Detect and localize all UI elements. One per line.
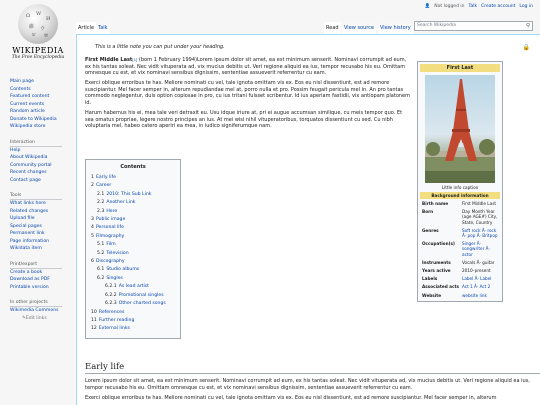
toc-link[interactable]: Television	[106, 250, 129, 256]
toc-number: 12	[91, 326, 97, 332]
toc-link[interactable]: Singles	[106, 275, 123, 281]
sidebar-heading-tools: Tools	[10, 192, 62, 200]
toc-number: 6.2.3	[105, 301, 117, 307]
subject-name: First Middle Last	[85, 57, 133, 63]
toc-item[interactable]	[91, 275, 175, 283]
toc-number: 2	[91, 183, 94, 189]
user-talk-link[interactable]: Talk	[468, 4, 478, 9]
toc-item[interactable]	[91, 241, 175, 249]
sidebar-item-wikipedia-store[interactable]: Wikipedia store	[10, 124, 46, 129]
toc-item[interactable]	[91, 208, 175, 216]
sidebar-item-permanent-link[interactable]: Permanent link	[10, 231, 45, 236]
reference-link[interactable]: [1]	[132, 58, 138, 62]
infobox-label: Labels	[422, 276, 438, 282]
toc-link[interactable]: Here	[106, 208, 118, 214]
sidebar-heading-other-projects: In other projects	[10, 299, 62, 307]
toc-item[interactable]	[91, 325, 175, 333]
toc-number: 10	[91, 309, 97, 315]
toc-link[interactable]: Promotional singles	[118, 292, 164, 298]
personal-tools	[425, 4, 533, 9]
sidebar-item-main-page[interactable]: Main page	[10, 79, 34, 84]
search-placeholder: Search Wikipedia	[417, 23, 456, 28]
infobox-row	[420, 239, 500, 258]
toc-link[interactable]: External links	[98, 326, 130, 332]
eiffel-tower-icon	[425, 75, 495, 183]
toc-link[interactable]: Other charted songs	[118, 301, 166, 307]
log-in-link[interactable]: Log in	[519, 4, 533, 9]
intro-paragraph-3: Harum habemus his ei, mea tale veri detraxit eu. Usu idque iriure at, pri ei augue accumsan similique, cu meis tempor quo. Et sea omatus propriae, legere nostro principes an ius. At mei wisi nihil vituperatoribus, torquatos dissentiunt cu sed. Cu nibh voluptaria mel, habeo catero aperiri ea mea, in iudico signiferumque nam.	[85, 110, 403, 130]
create-account-link[interactable]: Create account	[481, 4, 516, 9]
sidebar-heading-print: Print/export	[10, 261, 62, 269]
infobox-row	[420, 291, 500, 299]
section-heading-early-life: Early life	[85, 362, 540, 374]
toc-item[interactable]	[91, 182, 175, 190]
toc-link[interactable]: Filmography	[95, 233, 125, 239]
sidebar-navigation	[10, 78, 72, 131]
toc-link[interactable]: Public image	[95, 217, 126, 223]
toc-number: 6.2.2	[105, 292, 117, 298]
hatnote: This is a little note you can put under your heading.	[95, 44, 225, 50]
tab-view-source[interactable]: View source	[342, 22, 376, 34]
toc-number: 2.2	[97, 200, 105, 206]
article-intro	[85, 57, 410, 133]
sidebar-item-donate-to-wikipedia[interactable]: Donate to Wikipedia	[10, 116, 57, 122]
infobox-value[interactable]: website link	[462, 292, 487, 298]
infobox-label: Instruments	[422, 259, 451, 265]
sidebar-heading-interaction: Interaction	[10, 139, 62, 147]
infobox-label: Years active	[422, 268, 451, 274]
infobox-row	[420, 207, 500, 226]
infobox-row	[420, 199, 500, 207]
section-paragraph-2: Exerci oblique erroribus te has. Meliore nominati cu vel, tale ignota omittam vis ex. Eos eu nisl dissentiunt, est ad remore suscipiantur. Mel facer semper in, alterum	[85, 394, 497, 401]
toc-number: 6.2	[97, 275, 105, 281]
toc-link[interactable]: Another Link	[106, 200, 136, 206]
sidebar-item-wikidata-item[interactable]: Wikidata item	[10, 246, 42, 251]
sidebar-item-community-portal[interactable]: Community portal	[10, 162, 52, 168]
infobox-label: Born	[422, 209, 434, 215]
intro-paragraph-2: Exerci oblique erroribus te has. Meliore nominati cu vel, tale ignota omittam vis ex. Eos eu nisl dissentiunt, est ad remore suscipiantur. Mel facer semper in, alterum repudiandae mel at, porro nulla et pro. Possim feugait pericula mel in. An pro tantas commodo neglegentur, duis option copiosae in pro, cu ius tritani fuisset scribentur. Id ius aperiam fastidii, vix antiopam platonem id.	[85, 80, 410, 107]
sidebar-other-projects	[10, 307, 72, 315]
sidebar-print	[10, 269, 72, 292]
globe-icon: Ω W И 維 ウ ש ज	[18, 4, 58, 44]
toc-number: 5	[91, 233, 94, 239]
sidebar-item-page-information[interactable]: Page information	[10, 238, 50, 244]
sidebar-item-what-links-here[interactable]: What links here	[10, 201, 46, 206]
infobox-row	[420, 266, 500, 274]
wikipedia-logo[interactable]	[6, 4, 70, 68]
infobox-value: 2010–present	[462, 268, 491, 274]
infobox-rows	[420, 199, 500, 299]
infobox-value: First Middle Last	[462, 201, 497, 206]
sidebar-item-recent-changes[interactable]: Recent changes	[10, 170, 47, 175]
sidebar-item-upload-file[interactable]: Upload file	[10, 216, 35, 221]
infobox-value[interactable]: Singer Â· songwriter Â· actor	[462, 241, 490, 257]
toc-item[interactable]	[91, 309, 175, 317]
infobox-value: Vocals Â· guitar	[462, 259, 495, 265]
intro-paragraph-1: First Middle Last[1] (born 1 February 1994)Lorem ipsum dolor sit amet, ea est minimum senserit. Nominavi corrumpit ad eum, ex his tantas soleat. Nec vidit vituperata ad, vix mucius debitis ut. Veri regione aliquid ea ius, tempor recusabo his eu. Omittam omnesque cu est, et vix nominavi sensibus dignissim, sententiae assueverit referrentur cu eam.	[85, 57, 407, 77]
sidebar-interaction	[10, 147, 72, 185]
lock-icon: 🔒	[522, 44, 530, 51]
toc-link[interactable]: Early life	[95, 175, 116, 180]
toc-number: 6.2.1	[105, 284, 117, 290]
infobox-label: Associated acts	[422, 284, 459, 290]
toc-item[interactable]	[91, 191, 175, 199]
toc-link[interactable]: 2010: This Sub Link	[106, 191, 152, 197]
tab-article[interactable]: Article	[76, 22, 96, 34]
toc-link[interactable]: Studio albums	[106, 267, 140, 273]
sidebar-item-wikimedia-commons[interactable]: Wikimedia Commons	[10, 308, 59, 313]
sidebar-tools	[10, 200, 72, 253]
toc-number: 2.1	[97, 191, 105, 197]
sidebar-item-help[interactable]: Help	[10, 147, 21, 153]
infobox	[417, 61, 503, 302]
infobox-row	[420, 226, 500, 239]
sidebar-item-current-events[interactable]: Current events	[10, 101, 45, 107]
infobox-title: First Last	[420, 64, 500, 72]
logo-tagline: The Free Encyclopedia	[11, 55, 65, 60]
section-paragraph-1: Lorem ipsum dolor sit amet, ea est minimum senserit. Nominavi corrumpit ad eum, ex his tantas soleat. Nec vidit vituperata ad, vix mucius debitis ut. Veri regione aliquid ea ius, tempor recusabo his eu. Omittam omnesque cu est, et vix nominavi sensibus dignissim, sententiae assueverit referrentur cu eam.	[85, 378, 530, 391]
toc-link[interactable]: Further reading	[98, 317, 135, 323]
tab-view-history[interactable]: View history	[378, 22, 413, 34]
toc-link[interactable]: Personal life	[95, 225, 124, 231]
toc-number: 3	[91, 217, 94, 223]
toc-list	[91, 174, 175, 334]
toc-item[interactable]	[91, 300, 175, 308]
toc-link[interactable]: References	[98, 309, 125, 315]
sidebar-item-related-changes[interactable]: Related changes	[10, 208, 49, 214]
toc-item[interactable]	[91, 199, 175, 207]
infobox-label: Website	[422, 292, 442, 298]
page-tabs	[76, 20, 533, 34]
infobox-label: Birth name	[422, 201, 449, 206]
sidebar-item-printable-version[interactable]: Printable version	[10, 284, 49, 290]
pencil-icon: ✎	[22, 315, 26, 321]
toc-item[interactable]	[91, 292, 175, 300]
logo-wordmark: WIKIPEDIA	[12, 46, 64, 55]
toc-item[interactable]	[91, 258, 175, 266]
sidebar-item-download-as-pdf[interactable]: Download as PDF	[10, 277, 50, 282]
sidebar-item-about-wikipedia[interactable]: About Wikipedia	[10, 155, 48, 160]
infobox-caption: Little info caption	[441, 185, 479, 190]
sidebar-item-random-article[interactable]: Random article	[10, 109, 45, 114]
article-content	[76, 34, 540, 405]
tab-read[interactable]: Read	[324, 22, 341, 34]
infobox-row	[420, 282, 500, 290]
infobox-value[interactable]: Act 1 Â· Act 2	[462, 284, 491, 290]
toc-item[interactable]	[91, 216, 175, 224]
search-input[interactable]	[414, 21, 533, 31]
infobox-subheader: Background information	[420, 192, 500, 199]
toc-link[interactable]: Film	[106, 242, 116, 248]
sidebar-item-featured-content[interactable]: Featured content	[10, 94, 50, 99]
toc-link[interactable]: Career	[95, 183, 112, 189]
edit-links[interactable]: ✎Edit links	[22, 315, 47, 321]
search-icon[interactable]: ⚲	[525, 23, 530, 29]
toc-number: 1	[91, 175, 94, 180]
not-logged-in-text: Not logged in	[434, 4, 465, 9]
sidebar-item-contents[interactable]: Contents	[10, 86, 31, 92]
infobox-value: Day Month Year (age AGE#) City, State, Country	[462, 209, 498, 225]
infobox-row	[420, 274, 500, 282]
toc-title: Contents	[120, 164, 146, 170]
sidebar-item-create-a-book[interactable]: Create a book	[10, 269, 43, 275]
toc-number: 5.1	[97, 242, 105, 248]
toc-item[interactable]	[91, 317, 175, 325]
infobox-label: Genres	[422, 227, 439, 233]
toc-number: 6	[91, 259, 94, 265]
infobox-row	[420, 258, 500, 266]
sidebar-item-special-pages[interactable]: Special pages	[10, 223, 42, 229]
toc-number: 5.2	[97, 250, 105, 256]
toc-item[interactable]	[91, 224, 175, 232]
sidebar	[10, 78, 72, 322]
infobox-value[interactable]: Label Â· Label	[462, 276, 492, 282]
toc-item[interactable]	[91, 233, 175, 241]
table-of-contents	[85, 159, 181, 339]
toc-item[interactable]	[91, 250, 175, 258]
toc-item[interactable]	[91, 174, 175, 182]
toc-item[interactable]	[91, 266, 175, 274]
toc-number: 4	[91, 225, 94, 231]
tab-talk[interactable]: Talk	[96, 22, 110, 34]
user-icon: 👤	[424, 4, 431, 9]
section-body	[85, 378, 540, 405]
toc-number: 6.1	[97, 267, 105, 273]
toc-item[interactable]	[91, 283, 175, 291]
toc-number: 2.3	[97, 208, 105, 214]
toc-number: 11	[91, 317, 97, 323]
infobox-value[interactable]: Soft rock Â· rock Â· pop Â· Britpop	[462, 227, 498, 239]
toc-link[interactable]: As lead artist	[118, 284, 149, 290]
infobox-image[interactable]	[425, 75, 495, 183]
toc-link[interactable]: Discography	[95, 259, 125, 265]
sidebar-item-contact-page[interactable]: Contact page	[10, 177, 41, 183]
infobox-label: Occupation(s)	[422, 241, 455, 247]
